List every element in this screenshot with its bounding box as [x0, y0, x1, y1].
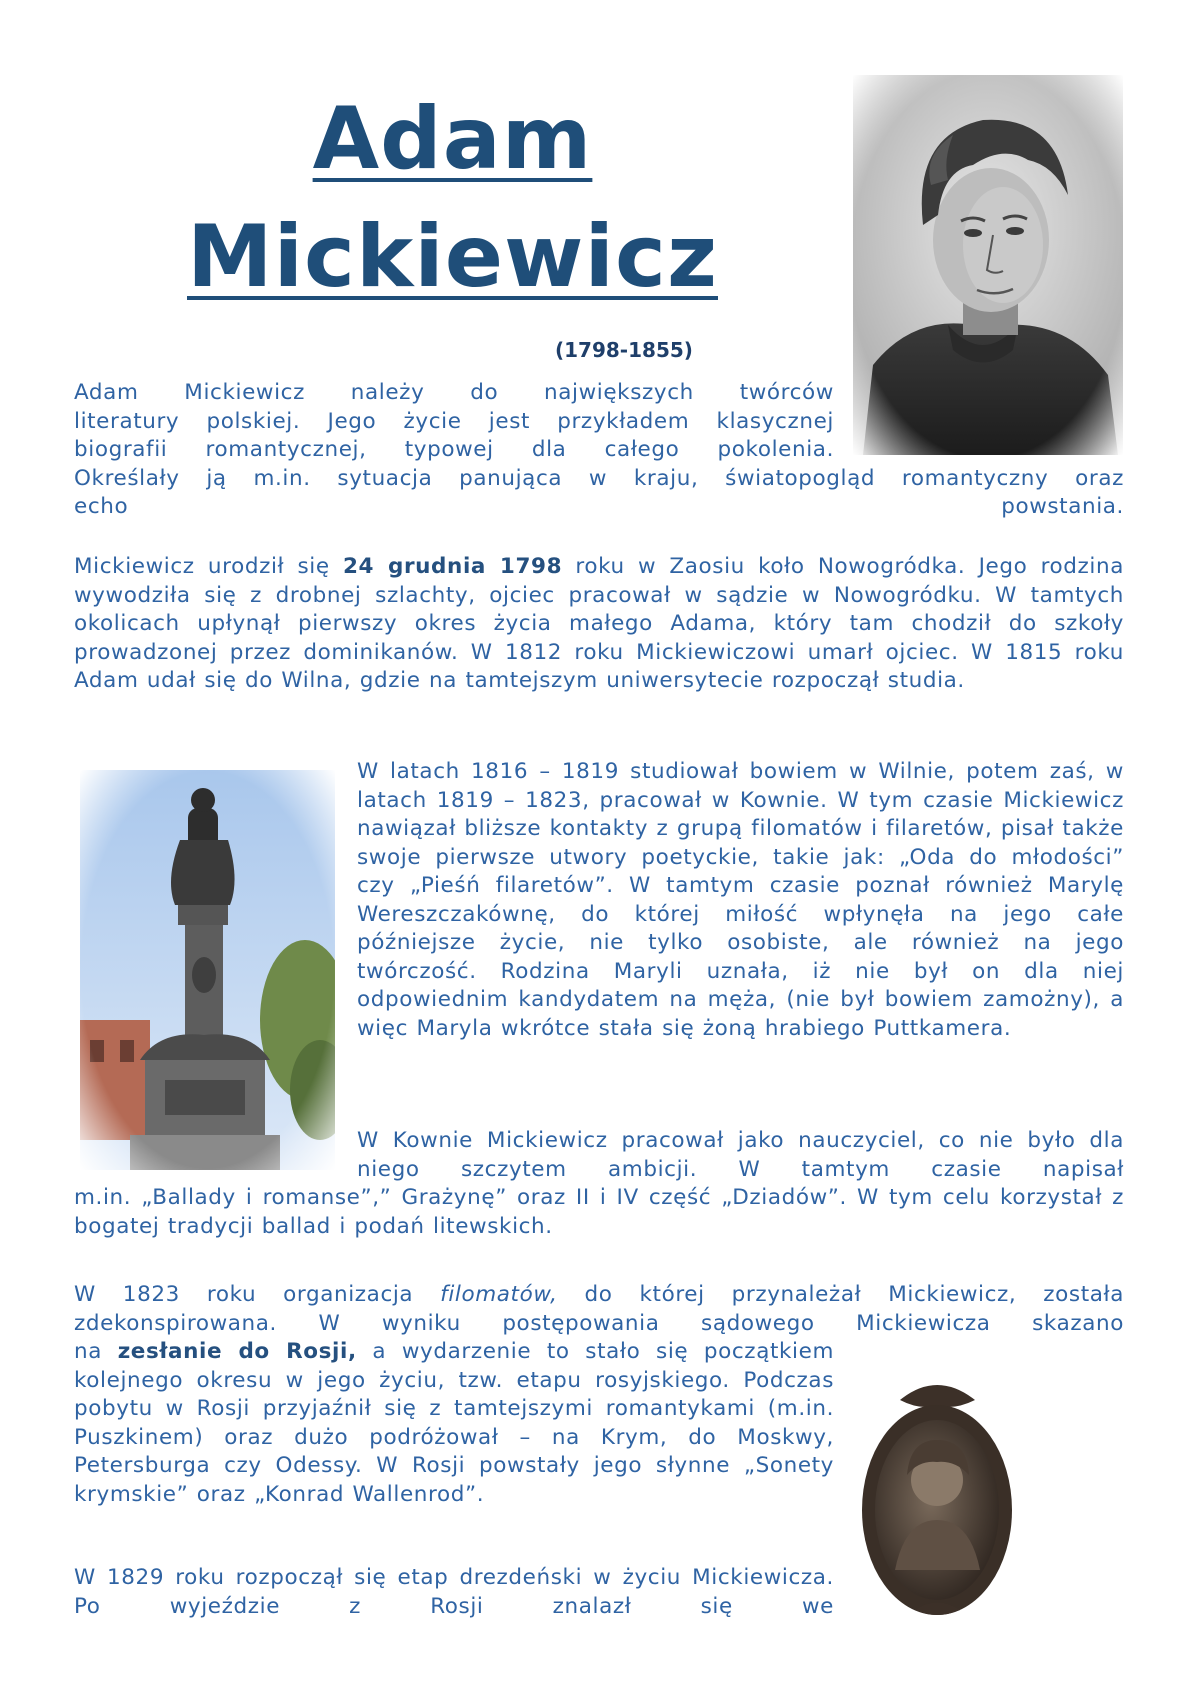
monument-photo-icon	[80, 770, 335, 1170]
intro-line-5: echo powstania.	[74, 494, 1124, 519]
paragraph-exile-b	[74, 1338, 834, 1509]
intro-line-1: Adam Mickiewicz należy do największych twórców	[74, 380, 834, 405]
birth-text-rest: roku w Zaosiu koło Nowogródka. Jego rodzina wywodziła się z drobnej szlachty, ojciec pracował w sądzie w Nowogródku. W tamtych okolicach upłynął pierwszy okres życia małego Adama, który tam chodził do szkoły prowadzonej przez dominikanów. W 1812 roku Mickiewiczowi umarł ojciec. W 1815 roku Adam udał się do Wilna, gdzie na tamtejszym uniwersytecie rozpoczął studia.	[74, 554, 1125, 693]
paragraph-kowno-a: W Kownie Mickiewicz pracował jako nauczyciel, co nie było dla niego szczytem ambicji. W tamtym czasie napisał	[357, 1128, 1124, 1182]
paragraph-kowno-b: m.in. „Ballady i romanse”,” Grażynę” oraz II i IV część „Dziadów”. W tym celu korzystał z bogatej tradycji ballad i podań litewskich.	[74, 1185, 1124, 1239]
exile-na: na	[74, 1339, 103, 1364]
intro-line-4: Określały ją m.in. sytuacja panująca w kraju, światopogląd romantyczny oraz	[74, 465, 1124, 491]
page-title	[140, 80, 765, 316]
exile-filomaci: filomatów,	[440, 1282, 558, 1307]
exile-text-mid: do której przynależał Mickiewicz, została zdekonspirowana. W wyniku postępowania sądowego Mickiewicza skazano	[74, 1282, 1125, 1336]
birth-text-start: Mickiewicz urodził się	[74, 554, 330, 579]
exile-sentence: zesłanie do Rosji,	[117, 1339, 357, 1364]
exile-text-start: W 1823 roku organizacja	[74, 1282, 414, 1307]
birth-date: 24 grudnia 1798	[342, 554, 563, 579]
monument-image	[80, 770, 335, 1170]
exile-text-rest: a wydarzenie to stało się początkiem kolejnego okresu w jego życiu, tzw. etapu rosyjskiego. Podczas pobytu w Rosji przyjaźnił się z tamtejszymi romantykami (m.in. Puszkinem) oraz dużo podróżował – na Krym, do Moskwy, Petersburga czy Odessy. W Rosji powstały jego słynne „Sonety krymskie” oraz „Konrad Wallenrod”.	[74, 1339, 834, 1507]
paragraph-exile-a	[74, 1281, 1124, 1338]
medallion-image	[855, 1370, 1020, 1620]
title-line-first-name: Adam	[312, 89, 593, 189]
paragraph-intro	[74, 379, 1124, 522]
paragraph-studies: W latach 1816 – 1819 studiował bowiem w Wilnie, potem zaś, w latach 1819 – 1823, pracował w Kownie. W tym czasie Mickiewicz nawiązał bliższe kontakty z grupą filomatów i filaretów, pisał także swoje pierwsze utwory poetyckie, takie jak: „Oda do młodości” czy „Pieśń filaretów”. W tamtym czasie poznał również Marylę Wereszczakównę, do której miłość wpłynęła na jego całe późniejsze życie, nie tylko osobiste, ale również na jego twórczość. Rodzina Maryli uznała, iż nie był on dla niej odpowiednim kandydatem na męża, (nie był bowiem zamożny), a więc Maryla wkrótce stała się żoną hrabiego Puttkamera.	[357, 759, 1124, 1041]
life-dates: (1798-1855)	[555, 338, 693, 362]
paragraph-dresden: W 1829 roku rozpoczął się etap drezdeński w życiu Mickiewicza. Po wyjeździe z Rosji znalazł się we	[74, 1565, 834, 1619]
paragraph-birth	[74, 553, 1124, 696]
title-line-last-name: Mickiewicz	[187, 207, 718, 307]
intro-line-3: biografii romantycznej, typowej dla całego pokolenia.	[74, 437, 834, 462]
intro-line-2: literatury polskiej. Jego życie jest przykładem klasycznej	[74, 408, 834, 434]
bronze-medallion-icon	[855, 1370, 1020, 1620]
